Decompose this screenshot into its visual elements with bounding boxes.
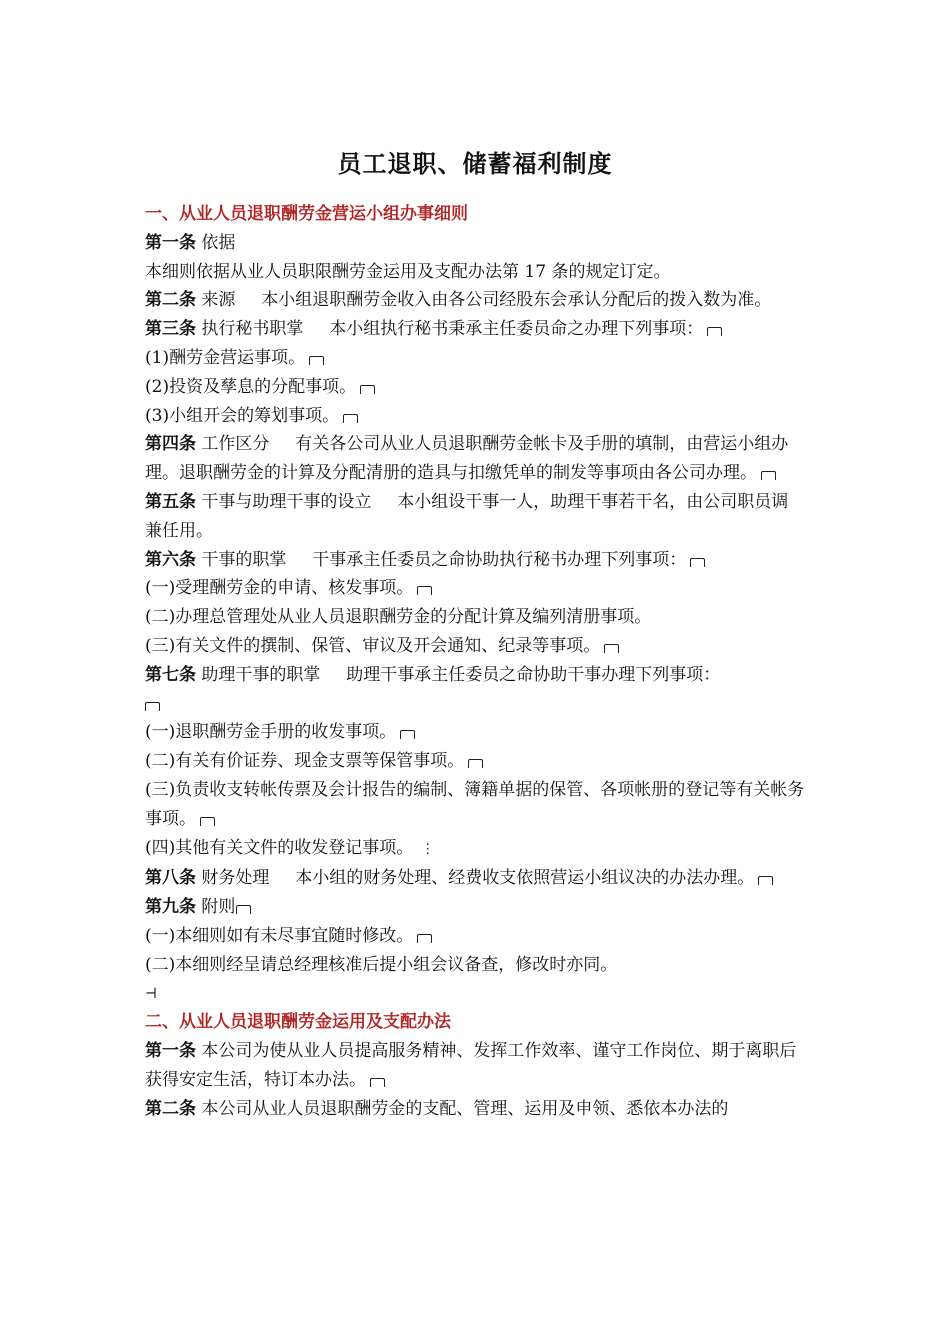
paragraph-mark-icon <box>604 644 619 653</box>
list-item <box>145 632 805 661</box>
list-item <box>145 718 805 747</box>
article-2 <box>145 286 805 315</box>
paragraph-mark-icon <box>690 558 705 567</box>
list-item <box>145 603 805 632</box>
article-1 <box>145 229 805 258</box>
article-7 <box>145 661 805 690</box>
article-text: 本细则依据从业人员职限酬劳金运用及支配办法第 17 条的规定订定。 <box>145 261 671 282</box>
article-3 <box>145 315 805 344</box>
list-item <box>145 574 805 603</box>
article-label: 第九条 <box>145 897 196 918</box>
article-label: 第一条 <box>145 1041 196 1062</box>
section-break-icon: ⊣ <box>145 985 158 1002</box>
paragraph-mark-icon <box>360 385 375 394</box>
paragraph-mark-icon <box>236 905 251 914</box>
paragraph-mark-icon <box>758 876 773 885</box>
document-body <box>145 200 805 1124</box>
list-item-text: (二)办理总管理处从业人员退职酬劳金的分配计算及编列清册事项。 <box>145 607 652 628</box>
article-5 <box>145 488 805 546</box>
list-item-text: (一)受理酬劳金的申请、核发事项。 <box>145 578 414 599</box>
article-8 <box>145 864 805 893</box>
article-subject: 来源 <box>201 290 236 311</box>
paragraph-mark-icon <box>761 471 776 480</box>
section-heading-2: 二、从业人员退职酬劳金运用及支配办法 <box>145 1012 451 1033</box>
article-label: 第五条 <box>145 491 196 512</box>
article-label: 第八条 <box>145 868 196 889</box>
paragraph-mark-icon <box>400 730 415 739</box>
article-label: 第四条 <box>145 434 196 455</box>
article-label: 第三条 <box>145 319 196 340</box>
list-item <box>145 344 805 373</box>
article-label: 第七条 <box>145 664 196 685</box>
article-text: 本公司为使从业人员提高服务精神、发挥工作效率、谨守工作岗位、期于离职后获得安定生活，特订本办法。 <box>145 1041 797 1090</box>
article-subject: 工作区分 <box>201 434 270 455</box>
list-item <box>145 776 805 834</box>
paragraph-mark-icon <box>309 356 324 365</box>
article-text: 本小组设干事一人，助理干事若干名，由公司职员调兼任用。 <box>145 491 789 541</box>
list-item-text: (四)其他有关文件的收发登记事项。 <box>145 837 414 858</box>
article-subject: 干事与助理干事的设立 <box>201 491 372 512</box>
paragraph-mark-icon <box>417 934 432 943</box>
list-item-text: (三)有关文件的撰制、保管、审议及开会通知、纪录等事项。 <box>145 635 601 656</box>
article-text: 有关各公司从业人员退职酬劳金帐卡及手册的填制，由营运小组办理。退职酬劳金的计算及分配清册的造具与扣缴凭单的制发等事项由各公司办理。 <box>145 434 789 484</box>
section-break-mark <box>145 980 805 1009</box>
list-item-text: (一)本细则如有未尽事宜随时修改。 <box>145 925 414 946</box>
list-item <box>145 922 805 951</box>
article-text: 本小组的财务处理、经费收支依照营运小组议决的办法办理。 <box>295 868 755 889</box>
article-1 <box>145 1037 805 1095</box>
paragraph-mark-icon <box>417 586 432 595</box>
list-item <box>145 373 805 402</box>
vertical-dots-icon: ⋮ <box>421 841 435 857</box>
article-label: 第二条 <box>145 1098 196 1119</box>
list-item <box>145 834 805 865</box>
article-text: 助理干事承主任委员之命协助干事办理下列事项： <box>346 664 721 685</box>
paragraph-mark-icon <box>200 817 215 826</box>
list-item-text: (二)有关有价证券、现金支票等保管事项。 <box>145 751 465 772</box>
article-text: 干事承主任委员之命协助执行秘书办理下列事项： <box>312 549 687 570</box>
list-item-text: (2)投资及孳息的分配事项。 <box>145 376 357 397</box>
article-text: 本小组执行秘书秉承主任委员命之办理下列事项： <box>329 319 704 340</box>
article-6 <box>145 546 805 575</box>
article-label: 第一条 <box>145 232 196 253</box>
article-2 <box>145 1095 805 1124</box>
list-item <box>145 747 805 776</box>
article-subject: 依据 <box>201 232 236 253</box>
article-text: 本公司从业人员退职酬劳金的支配、管理、运用及申领、悉依本办法的 <box>201 1098 729 1119</box>
article-subject: 附则 <box>201 897 236 918</box>
article-text: 本小组退职酬劳金收入由各公司经股东会承认分配后的拨入数为准。 <box>261 290 772 311</box>
paragraph-mark-line <box>145 690 805 719</box>
paragraph-mark-icon <box>468 759 483 768</box>
article-subject: 干事的职掌 <box>201 549 287 570</box>
list-item-text: (1)酬劳金营运事项。 <box>145 347 306 368</box>
paragraph-mark-icon <box>707 327 722 336</box>
article-9 <box>145 893 805 922</box>
article-label: 第六条 <box>145 549 196 570</box>
list-item-text: (三)负责收支转帐传票及会计报告的编制、簿籍单据的保管、各项帐册的登记等有关帐务事项。 <box>145 779 805 829</box>
article-subject: 助理干事的职掌 <box>201 664 321 685</box>
paragraph-mark-icon <box>145 702 160 711</box>
list-item <box>145 951 805 980</box>
paragraph-mark-icon <box>343 414 358 423</box>
document-title: 员工退职、储蓄福利制度 <box>337 149 613 178</box>
article-4 <box>145 430 805 488</box>
list-item <box>145 402 805 431</box>
list-item-text: (一)退职酬劳金手册的收发事项。 <box>145 722 397 743</box>
list-item-text: (3)小组开会的筹划事项。 <box>145 405 340 426</box>
article-subject: 财务处理 <box>201 868 270 889</box>
article-subject: 执行秘书职掌 <box>201 319 304 340</box>
list-item-text: (二)本细则经呈请总经理核准后提小组会议备查，修改时亦同。 <box>145 954 618 975</box>
section-heading-1: 一、从业人员退职酬劳金营运小组办事细则 <box>145 204 468 224</box>
paragraph-mark-icon <box>370 1078 385 1087</box>
article-label: 第二条 <box>145 290 196 311</box>
